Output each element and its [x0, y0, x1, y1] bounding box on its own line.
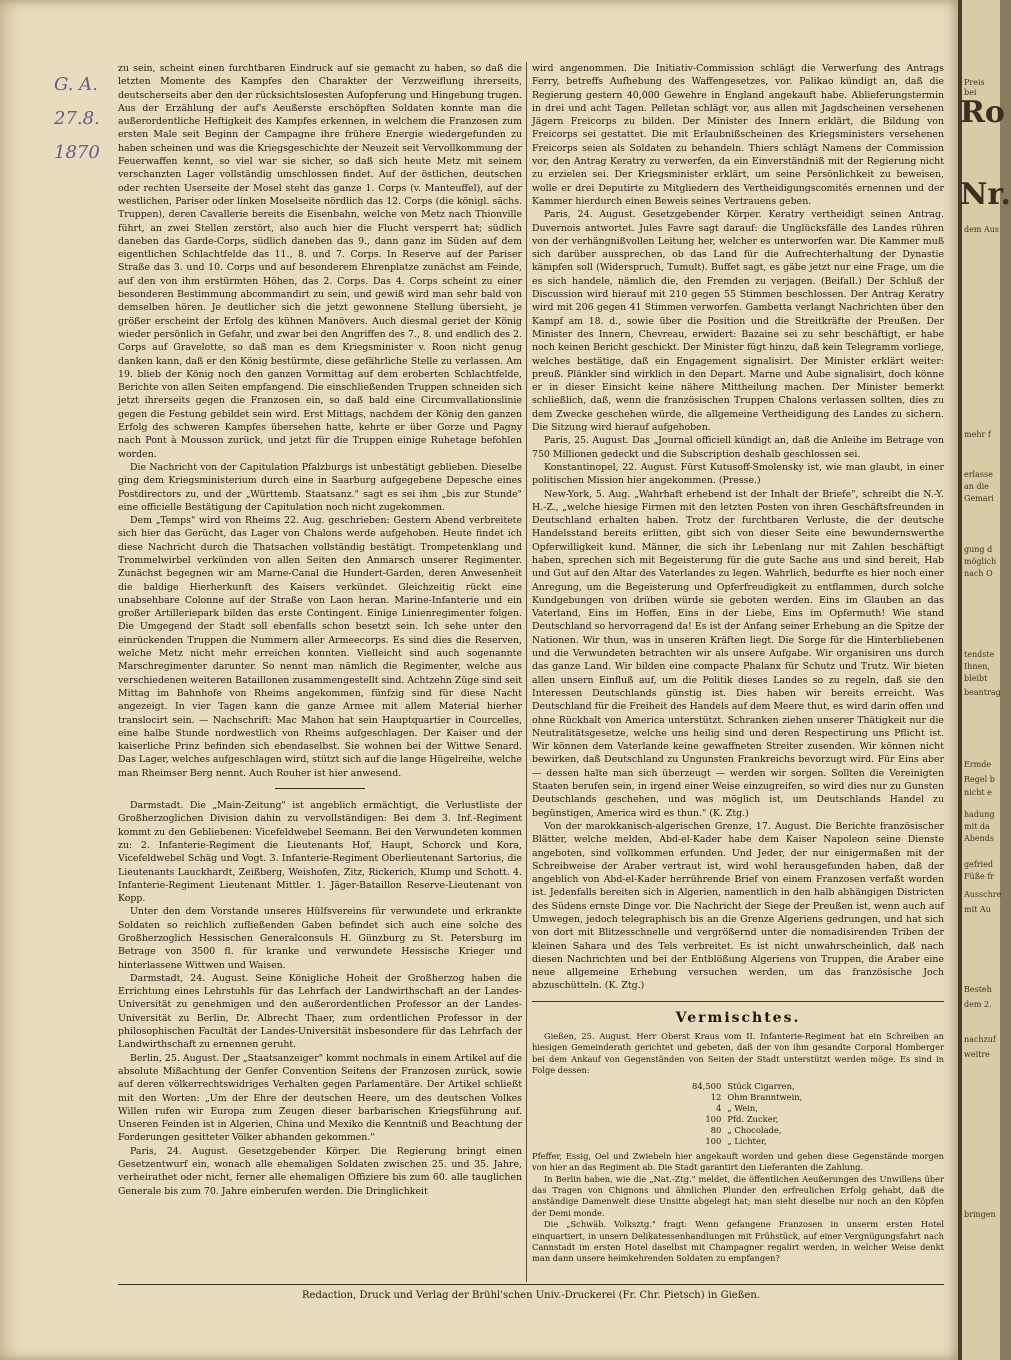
article-paragraph: Unter den dem Vorstande unseres Hülfsvereins für verwundete und erkrankte Soldaten so reichlich zufließenden Gaben befindet sich auch eine solche des Großherzoglich Hessischen Generalconsuls H. Günzburg zu St. Petersburg im Betrage von 3500 fl. für kranke und verwundete Hessische Krieger und hinterlassene Wittwen und Waisen.: [118, 906, 522, 971]
goods-item: „ Lichter,: [727, 1135, 767, 1146]
gutter-fragment: Abends: [964, 834, 995, 843]
adjacent-page-gutter: [958, 0, 1011, 1360]
article-paragraph: wird angenommen. Die Initiativ-Commission schlägt die Verwerfung des Antrags Ferry, betreffs Aufhebung des Waffengesetzes, vor. Palikao kündigt an, daß die Regierung gestern 40,000 Gewehre in England angekauft habe. Ablieferungstermin in drei und acht Tagen. Pelletan schlägt vor, aus allen mit Jagdscheinen versehenen Jägern Freicorps zu bilden. Der Minister des Innern erklärt, die Bildung von Freicorps sei gestattet. Die mit Erlaubnißscheinen des Kriegsministers versehenen Freicorps seien als Soldaten zu behandeln. Thiers schlägt Namens der Commission vor, den Antrag Keratry zu verwerfen, da ein Einverständniß mit der Regierung nicht zu erzielen sei. Der Kriegsminister erklärt, um seine Persönlichkeit zu beweisen, wolle er drei Deputirte zu Mitgliedern des Vertheidigungscomités ernennen und der Kammer hierdurch einen Beweis seines Vertrauens geben.: [532, 63, 944, 207]
handwritten-margin-note: [54, 68, 114, 170]
misc-paragraph: Die „Schwäb. Volksztg." fragt: Wenn gefangene Franzosen in unserm ersten Hotel einquartiert, in unsern Delikatessenhandlungen mit Frühstück, auf einer Vergnügungsfahrt nach Cannstadt im ersten Hotel daselbst mit Champagner regalirt werden, in welcher Weise denkt man dann unsere heimkehrenden Soldaten zu empfangen?: [532, 1219, 944, 1264]
gutter-fragment: tendste: [964, 650, 995, 659]
gutter-fragment: mit da: [964, 822, 990, 831]
right-column: [532, 62, 944, 1265]
gutter-fragment: Ausschre: [964, 890, 1002, 899]
article-paragraph: Paris, 25. August. Das „Journal officiell kündigt an, daß die Anleihe im Betrage von 750 Millionen gedeckt und die Subscription deshalb geschlossen sei.: [532, 435, 944, 460]
goods-row: [692, 1103, 808, 1114]
left-column: [118, 62, 522, 1198]
goods-qty: 100: [705, 1113, 722, 1124]
gutter-fragment: an die: [964, 482, 989, 491]
goods-item: „ Wein,: [727, 1102, 758, 1113]
margin-note-line: G. A.: [54, 74, 98, 95]
gutter-fragment: Preis: [964, 78, 985, 87]
goods-item: „ Chocolade,: [727, 1124, 782, 1135]
article-separator: [275, 788, 365, 789]
article-paragraph: New-York, 5. Aug. „Wahrhaft erhebend ist der Inhalt der Briefe", schreibt die N.-Y. H.-Z., „welche hiesige Firmen mit den letzten Posten von ihren Geschäftsfreunden in Deutschland erhalten haben. Trotz der furchtbaren Verluste, die der deutsche Handelsstand bereits erlitten, gibt sich von dieser Seite eine bewundernswerthe Opferwilligkeit kund. Männer, die sich ihr Lebenlang nur mit Zahlen beschäftigt haben, sprechen sich mit Begeisterung für die gute Sache aus und sind bereit, Hab und Gut auf den Altar des Vaterlandes zu legen. Wahrlich, bedurfte es hier noch einer Anregung, um die Begeisterung und Opferfreudigkeit zu entflammen, durch solche Kundgebungen von drüben würde sie geboten werden. Eins im Glauben an das Vaterland, Eins im Hoffen, Eins in der Liebe, Eins im Opfermuth! Wie stand Deutschland so hervorragend da! Es ist der Anfang seiner Erhebung an die Spitze der Nationen. Wir thun, was in unseren Kräften liegt. Die Sorge für die Hinterbliebenen und die Verwundeten betrachten wir als unsere Aufgabe. Wir organisiren uns durch das ganze Land. Wir bilden eine compacte Phalanx für Schutz und Trutz. Wir bieten allen unsern Einfluß auf, um die Politik dieses Landes so zu regeln, daß sie den Interessen Deutschlands günstig ist. Dies haben wir bereits erreicht. Was Deutschland für die Freiheit des Handels auf dem Meere thut, es wird darin offen und ohne Rückhalt von America unterstützt. Schranken ziehen unserer Thätigkeit nur die Neutralitätsgesetze, welche uns heilig sind und deren Respectirung uns Pflicht ist. Wir können dem Vaterlande keine gewaffneten Streiter zusenden. Wir können nicht bewirken, daß Deutschland zu Ungunsten Frankreichs bevorzugt wird. Für Eins aber — dessen halte man sich überzeugt — werden wir sorgen. Sollten die Vereinigten Staaten berufen sein, in irgend einer Weise einzugreifen, so wird dies nur zu Gunsten Deutschlands geschehen, und was möglich ist, um Deutschlands Handel zu begünstigen, America wird es thun." (K. Ztg.): [532, 488, 944, 819]
imprint-line: Redaction, Druck und Verlag der Brühl'schen Univ.-Druckerei (Fr. Chr. Pietsch) in Gießen.: [302, 1290, 760, 1301]
gutter-fragment: Ihnen,: [964, 662, 990, 671]
goods-item: Ohm Branntwein,: [727, 1091, 803, 1102]
article-paragraph: zu sein, scheint einen furchtbaren Eindruck auf sie gemacht zu haben, so daß die letzten Momente des Kampfes den Charakter der Verzweiflung ihrerseits, deutscherseits aber den der rücksichtslosesten Aufopferung und Hingebung trugen. Aus der Erzählung der auf's Aeußerste erschöpften Soldaten konnte man die außerordentliche Heftigkeit des Kampfes erkennen, in welchem die Franzosen zum ersten Male seit Beginn der Campagne ihre frühere Energie wiedergefunden zu haben scheinen und was die Kriegsgeschichte der Neuzeit seit Vervollkommung der Feuerwaffen kennt, so viel war sie sicher, so daß sich heute Metz mit seinem verschanzten Lager vollständig umschlossen findet. Auf der östlichen, deutschen oder rechten Userseite der Mosel steht das ganze 1. Corps (v. Manteuffel), auf der westlichen, Pariser oder linken Moselseite nördlich das 12. Corps (die königl. sächs. Truppen), deren Cavallerie bereits die Eisenbahn, welche von Metz nach Thionville führt, an zwei Stellen zerstört, also auch hier die Flucht versperrt hat; südlich daneben das Garde-Corps, südlich daneben das 9., dann ganz im Süden auf dem eigentlichen Schlachtfelde das 11., 8. und 7. Corps. In Reserve auf der Pariser Straße das 3. und 10. Corps und auf besonderem Ehrenplatze zunächst am Feinde, auf den von ihm erstürmten Höhen, das 2. Corps. Das 4. Corps scheint zu einer besonderen Bestimmung abcommandirt zu sein, und gewiß wird man sehr bald von demselben hören. Je deutlicher sich die jetzt gewonnene Stellung übersieht, je größer erscheint der Erfolg des kühnen Manövers. Auch diesmal geriet der König wieder persönlich in Gefahr, und zwar bei den Angriffen des 7., 8. und endlich des 2. Corps auf Gravelotte, so daß man es dem Kriegsminister v. Roon nicht genug danken kann, daß er den König bestürmte, diese gefährliche Stelle zu verlassen. Am 19. blieb der König noch den ganzen Vormittag auf dem eroberten Schlachtfelde, Berichte von allen Seiten empfangend. Die einschließenden Truppen schneiden sich jetzt ihrerseits gegen die Franzosen ein, so daß bald eine Circumvallationslinie gegen die Festung gebildet sein wird. Erst Mittags, nachdem der König den ganzen Erfolg des schweren Kampfes übersehen hatte, kehrte er über Gorze und Pagny nach Pont à Mousson zurück, und jetzt für die Truppen einige Ruhetage befohlen worden.: [118, 63, 522, 460]
article-paragraph: Paris, 24. August. Gesetzgebender Körper. Keratry vertheidigt seinen Antrag. Duvernois antwortet. Jules Favre sagt darauf: die Unglücksfälle des Landes rühren von der verhängnißvollen Leitung her, welcher es unterworfen war. Die Kammer muß sich darüber aussprechen, ob das Land für die Aufrechterhaltung der Dynastie kämpfen soll (Widerspruch, Tumult). Buffet sagt, es gäbe jetzt nur eine Frage, um die es sich handele, nämlich die, den Fremden zu verjagen. (Beifall.) Der Schluß der Discussion wird hierauf mit 210 gegen 55 Stimmen beschlossen. Der Antrag Keratry wird mit 206 gegen 41 Stimmen verworfen. Gambetta verlangt Nachrichten über den Kampf am 18. d., sowie über die Position und die Streitkräfte der Preußen. Der Minister des Innern, Chevreau, erwidert: Bazaine sei zu sehr beschäftigt, er habe noch keinen Bericht geschickt. Der Minister fügt hinzu, daß kein Telegramm vorliege, welches bestätige, daß ein Engagement signalisirt. Der Minister erklärt weiter: preuß. Plänkler sind wirklich in den Depart. Marne und Aube signalisirt, doch könne er in dieser Einsicht keine nähere Mittheilung machen. Der Minister bemerkt schließlich, daß, wenn die französischen Truppen Chalons verlassen sollten, dies zu dem Zwecke geschehen würde, die allgemeine Vertheidigung des Landes zu sichern. Die Sitzung wird hierauf aufgehoben.: [532, 209, 944, 434]
goods-qty: 4: [715, 1102, 722, 1113]
gutter-fragment: nicht e: [964, 788, 992, 797]
gutter-fragment: Gemari: [964, 494, 994, 503]
goods-row: [692, 1125, 808, 1136]
gutter-fragment: Füße fr: [964, 872, 995, 881]
gutter-fragment: mehr f: [964, 430, 991, 439]
section-title: Vermischtes.: [675, 1009, 801, 1026]
gutter-fragment: nach O: [964, 569, 993, 578]
goods-item: Pfd. Zucker,: [727, 1113, 779, 1124]
article-paragraph: Konstantinopel, 22. August. Fürst Kutusoff-Smolensky ist, wie man glaubt, in einer politischen Mission hier angekommen. (Presse.): [532, 461, 944, 487]
goods-item: Stück Cigarren,: [727, 1080, 795, 1091]
gutter-fragment: nachzuf: [964, 1035, 996, 1044]
gutter-fragment: dem 2.: [964, 1000, 992, 1009]
goods-qty: 100: [705, 1135, 722, 1146]
section-rule: [532, 1001, 944, 1002]
goods-row: [692, 1114, 808, 1125]
article-paragraph: Dem „Temps" wird von Rheims 22. Aug. geschrieben: Gestern Abend verbreitete sich hier das Gerücht, das Lager von Chalons werde aufgehoben. Heute findet ich diese Nachricht durch die Thatsachen vollständig bestätigt. Trompetenklang und Trommelwirbel verkünden von allen Seiten den Anmarsch unserer Regimenter. Zunächst begegnen wir am Marne-Canal die Hundert-Garden, deren Anwesenheit die baldige Hierherkunft des Kaisers verkündet. Gleichzeitig rückt eine unabsehbare Colonne auf der Straße von Laon heran. Marine-Infanterie und ein großer Artilleriepark bilden das erste Contingent. Einige Linienregimenter folgen. Die Umgegend der Stadt soll ebenfalls schon besetzt sein. Ich sehe unter den einrückenden Truppen die Nummern aller Armeecorps. Es sind dies die Reserven, welche Metz nicht mehr erreichen konnten. Vielleicht sind auch sogenannte Marschregimenter darunter. So nennt man nämlich die Regimenter, welche aus verschiedenen weiteren Bataillonen zusammengestellt sind. Achtzehn Züge sind seit Mittag im Bahnhofe von Rheims angekommen, fünfzig sind für diese Nacht angezeigt. In vier Tagen kann die ganze Armee mit allem Material hierher translocirt sein. — Nachschrift: Mac Mahon hat sein Hauptquartier in Courcelles, eine halbe Stunde nordwestlich von Rheims aufgeschlagen. Der Kaiser und der kaiserliche Prinz befinden sich ebendaselbst. Sie wohnen bei der Wittwe Senard. Das Lager, welches aufgeschlagen wird, stützt sich auf die lange Hügelreihe, welche man Rheimser Berg nennt. Auch Rouher ist hier anwesend.: [118, 515, 522, 779]
gutter-fragment: Ermde: [964, 760, 992, 769]
gutter-fragment: mit Au: [964, 905, 991, 914]
gutter-fragment: hadung: [964, 810, 995, 819]
gutter-fragment: beantrag: [964, 688, 1001, 697]
article-paragraph: Berlin, 25. August. Der „Staatsanzeiger" kommt nochmals in einem Artikel auf die absolute Mißachtung der Genfer Convention Seitens der Franzosen zurück, sowie auf deren völkerrechtswidriges Verhalten gegen Parlamentäre. Der Artikel schließt mit den Worten: „Um der Ehre der deutschen Heere, um des deutschen Volkes Willen rufen wir Europa zum Zeugen dieser barbarischen Kriegsführung auf. Unseren Feinden ist in Algerien, China und Mexiko die Kenntniß und Beachtung der Forderungen gesitteter Völker abhanden gekommen.": [118, 1052, 522, 1144]
margin-note-line: 1870: [54, 142, 100, 163]
goods-list: [692, 1081, 808, 1147]
goods-qty: 84,500: [692, 1080, 722, 1091]
column-divider: [526, 62, 527, 1282]
misc-paragraph: In Berlin haben, wie die „Nat.-Ztg." meldet, die öffentlichen Aeußerungen des Unwillens über das Tragen von Chignons und ähnlichen Plunder den erfreulichen Erfolg gehabt, daß die anständige Damenwelt diese Unsitte abgelegt hat; man sieht dieselbe nur noch an den Köpfen der Demi monde.: [532, 1173, 944, 1218]
article-paragraph: Darmstadt, 24. August. Seine Königliche Hoheit der Großherzog haben die Errichtung eines Lehrstuhls für das Lehrfach der Landwirthschaft an der Landes-Universität zu genehmigen und den außerordentlichen Professor an der Landes-Universität zu Berlin, Dr. Albrecht Thaer, zum ordentlichen Professor in der philosophischen Facultät der Landes-Universität insbesondere für das Lehrfach der Landwirthschaft zu ernennen geruht.: [118, 972, 522, 1051]
goods-qty: 12: [710, 1091, 722, 1102]
gutter-fragment: dem Aus: [964, 225, 1000, 234]
gutter-fragment: weitre: [964, 1050, 990, 1059]
misc-paragraph: Gießen, 25. August. Herr Oberst Kraus vom II. Infanterie-Regiment hat ein Schreiben an hiesigen Gemeinderath gerichtet und gebeten, daß der von ihm gesandte Corporal Homberger bei dem Ankauf von Gegenständen von Seiten der Stadt unterstützt werden möge. Es sind in Folge dessen:: [532, 1031, 944, 1076]
gutter-fragment: Besteh: [964, 985, 992, 994]
gutter-fragment: Ro: [960, 95, 1005, 130]
footer-rule: [118, 1284, 944, 1285]
goods-row: [692, 1081, 808, 1092]
gutter-fragment: Regel b: [964, 775, 995, 784]
misc-section: [532, 1031, 944, 1265]
gutter-fragment: möglich: [964, 557, 997, 566]
article-paragraph: Von der marokkanisch-algerischen Grenze, 17. August. Die Berichte französischer Blätter, welche melden, Abd-el-Kader habe dem Kaiser Napoleon seine Dienste angeboten, sind vollkommen erfunden. Und Jeder, der nur einigermaßen mit der Schreibweise der Araber vertraut ist, wird wohl herausgefunden haben, daß der angeblich von Abd-el-Kader herrührende Brief von einem Franzosen verfaßt worden ist. Jedenfalls bereiten sich in Algerien, namentlich in den halb abhängigen Districten des Südens ernste Dinge vor. Die Nachricht der Siege der Preußen ist, wenn auch auf Umwegen, jedoch telegraphisch bis an die Grenze Algeriens gedrungen, und hat sich von dort mit Blitzesschnelle und vergrößernd unter die nomadisirenden Triben der kleinen Sahara und des Tels verbreitet. Es ist nicht unwahrscheinlich, daß nach diesen Nachrichten und bei der Entblößung Algeriens von Truppen, die Araber eine neue allgemeine Erhebung versuchen werden, um das französische Joch abzuschütteln. (K. Ztg.): [532, 820, 944, 992]
goods-row: [692, 1092, 808, 1103]
gutter-fragment: Nr.: [960, 177, 1011, 212]
gutter-fragment: gefried: [964, 860, 994, 869]
article-paragraph: Darmstadt. Die „Main-Zeitung" ist angeblich ermächtigt, die Verlustliste der Großherzoglichen Division dahin zu vervollständigen: Bei dem 3. Inf.-Regiment kommt zu den Gebliebenen: Vicefeldwebel Seemann. Bei den Verwundeten kommen zu: 2. Infanterie-Regiment die Lieutenants Hof, Haupt, Schorck und Kora, Vicefeldwebel Schäg und Vogt. 3. Infanterie-Regiment Oberlieutenant Sartorius, die Lieutenants Lauckhardt, Zeißberg, Weishofen, Zitz, Rickerich, Klump und Schott. 4. Infanterie-Regiment Lieutenant Mittler. 1. Jäger-Bataillon Reserve-Lieutenant von Kopp.: [118, 800, 522, 905]
article-paragraph: Paris, 24. August. Gesetzgebender Körper. Die Regierung bringt einen Gesetzentwurf ein, wonach alle ehemaligen Soldaten zwischen 25. und 35. Jahre, verheirathet oder nicht, ferner alle ehemaligen Offiziere bis zum 60. alle tauglichen Generale bis zum 70. Jahre einberufen werden. Die Dringlichkeit: [118, 1145, 522, 1197]
gutter-fragment: bringen: [964, 1210, 996, 1219]
gutter-fragment: bleibt: [964, 674, 988, 683]
misc-paragraph: Pfeffer, Essig, Oel und Zwiebeln hier angekauft worden und gehen diese Gegenstände morgen von hier an das Regiment ab. Die Stadt garantirt den Lieferanten die Zahlung.: [532, 1150, 944, 1173]
margin-note-line: 27.8.: [54, 108, 100, 129]
gutter-fragment: erlasse: [964, 470, 993, 479]
gutter-fragment: gung d: [964, 545, 993, 554]
goods-row: [692, 1136, 808, 1147]
gutter-fragment: bei: [964, 88, 977, 97]
goods-qty: 80: [710, 1124, 722, 1135]
article-paragraph: Die Nachricht von der Capitulation Pfalzburgs ist unbestätigt geblieben. Dieselbe ging dem Kriegsministerium durch eine in Saarburg aufgegebene Depesche eines Postdirectors zu, und der „Württemb. Staatsanz." sagt es sei ihm „bis zur Stunde" eine officielle Bestätigung der Capitulation noch nicht zugekommen.: [118, 461, 522, 513]
